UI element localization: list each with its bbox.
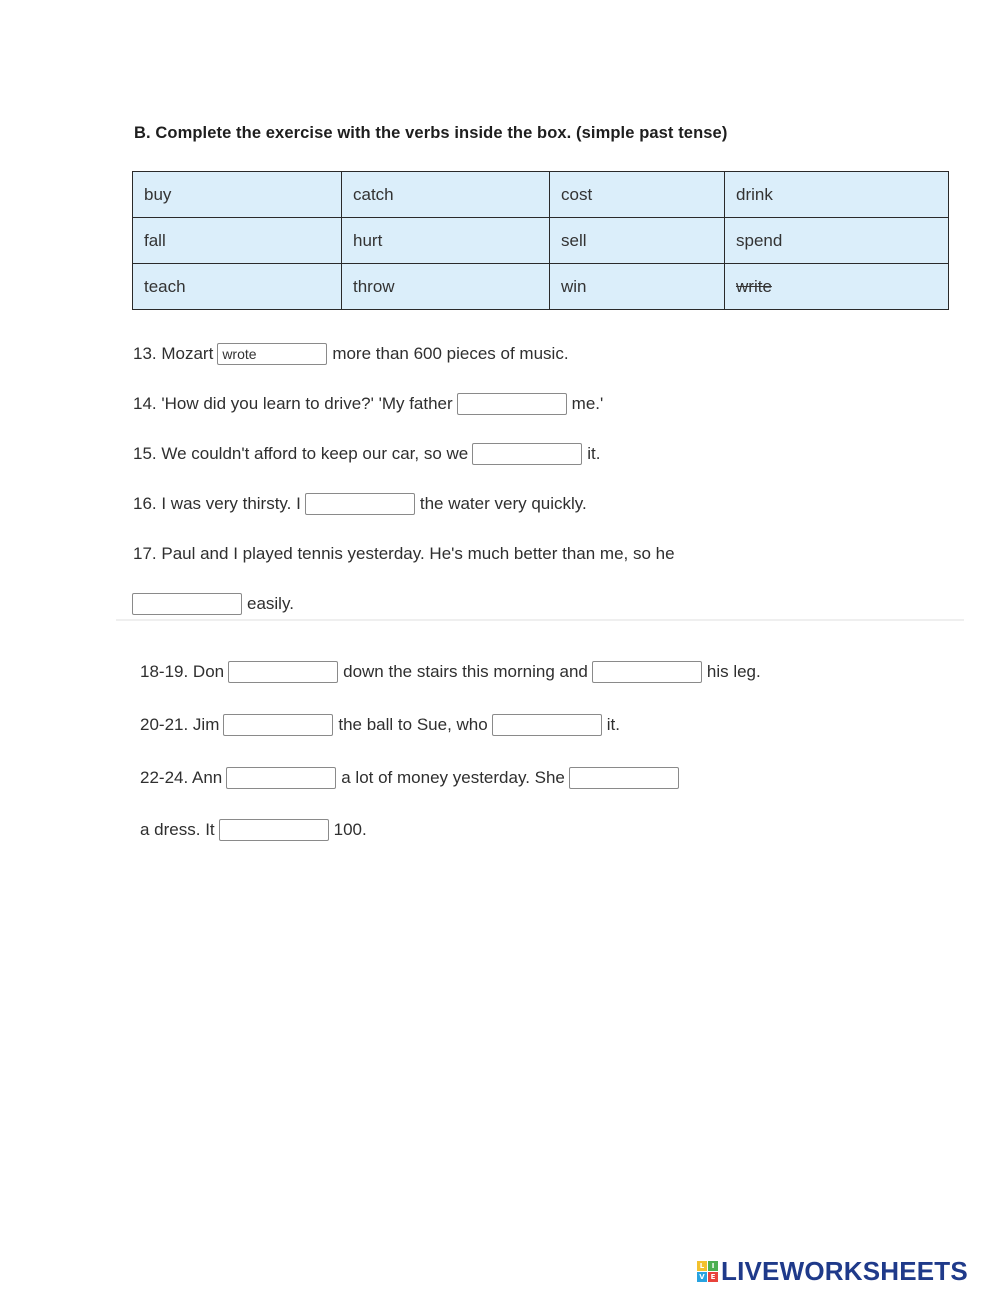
verb-cell: hurt xyxy=(342,218,550,264)
sentence-text: easily. xyxy=(247,594,294,613)
answer-input-14[interactable] xyxy=(457,393,567,415)
sentence-text: me.' xyxy=(571,394,604,413)
sentence-16 xyxy=(133,491,587,517)
verb-cell: win xyxy=(550,264,725,310)
sentence-text: 15. We couldn't afford to keep our car, so we xyxy=(133,444,469,463)
sentence-15 xyxy=(133,441,601,467)
answer-input-15[interactable] xyxy=(472,443,582,465)
verb-box-table xyxy=(132,171,949,310)
logo-block: V xyxy=(697,1272,707,1282)
sentence-text: 100. xyxy=(333,820,367,839)
sentence-text: the ball to Sue, who xyxy=(338,715,488,734)
sentence-text: 14. 'How did you learn to drive?' 'My father xyxy=(133,394,453,413)
verb-cell: teach xyxy=(133,264,342,310)
verb-cell-struck: write xyxy=(725,264,949,310)
answer-input-17[interactable] xyxy=(132,593,242,615)
sentence-22-24 xyxy=(140,765,684,791)
sentence-text: 22-24. Ann xyxy=(140,768,223,787)
logo-icon xyxy=(697,1261,718,1282)
answer-input-23[interactable] xyxy=(569,767,679,789)
sentence-text: a dress. It xyxy=(140,820,215,839)
sentence-text: it. xyxy=(587,444,601,463)
answer-input-24[interactable] xyxy=(219,819,329,841)
sentence-text: 16. I was very thirsty. I xyxy=(133,494,301,513)
sentence-17 xyxy=(133,541,675,567)
verb-cell: buy xyxy=(133,172,342,218)
verb-row xyxy=(133,264,949,310)
answer-input-18[interactable] xyxy=(228,661,338,683)
sentence-text: it. xyxy=(606,715,620,734)
answer-input-21[interactable] xyxy=(492,714,602,736)
verb-cell: catch xyxy=(342,172,550,218)
answer-input-22[interactable] xyxy=(226,767,336,789)
sentence-text: the water very quickly. xyxy=(419,494,587,513)
logo-block: L xyxy=(697,1261,707,1271)
sentence-text: 20-21. Jim xyxy=(140,715,220,734)
sentence-text: his leg. xyxy=(706,662,761,681)
sentence-17-continued xyxy=(128,591,294,617)
answer-input-20[interactable] xyxy=(223,714,333,736)
verb-row xyxy=(133,218,949,264)
sentence-20-21 xyxy=(140,712,620,738)
verb-row xyxy=(133,172,949,218)
sentence-text: more than 600 pieces of music. xyxy=(332,344,569,363)
liveworksheets-logo xyxy=(697,1256,968,1287)
answer-input-13[interactable] xyxy=(217,343,327,365)
answer-input-16[interactable] xyxy=(305,493,415,515)
sentence-22-24-continued xyxy=(140,817,367,843)
verb-cell: cost xyxy=(550,172,725,218)
sentence-text: 17. Paul and I played tennis yesterday. He's much better than me, so he xyxy=(133,544,675,563)
sentence-18-19 xyxy=(140,659,761,685)
verb-cell: throw xyxy=(342,264,550,310)
sentence-13 xyxy=(133,341,569,367)
verb-cell: drink xyxy=(725,172,949,218)
sentence-text: a lot of money yesterday. She xyxy=(341,768,565,787)
verb-cell: spend xyxy=(725,218,949,264)
verb-cell: sell xyxy=(550,218,725,264)
logo-text: LIVEWORKSHEETS xyxy=(721,1256,968,1286)
exercise-title: B. Complete the exercise with the verbs inside the box. (simple past tense) xyxy=(134,124,728,142)
verb-cell: fall xyxy=(133,218,342,264)
logo-block: I xyxy=(708,1261,718,1271)
sentence-14 xyxy=(133,391,603,417)
sentence-text: 13. Mozart xyxy=(133,344,214,363)
sentence-text: 18-19. Don xyxy=(140,662,225,681)
logo-block: E xyxy=(708,1272,718,1282)
sentence-text: down the stairs this morning and xyxy=(343,662,588,681)
section-divider xyxy=(116,619,964,621)
answer-input-19[interactable] xyxy=(592,661,702,683)
